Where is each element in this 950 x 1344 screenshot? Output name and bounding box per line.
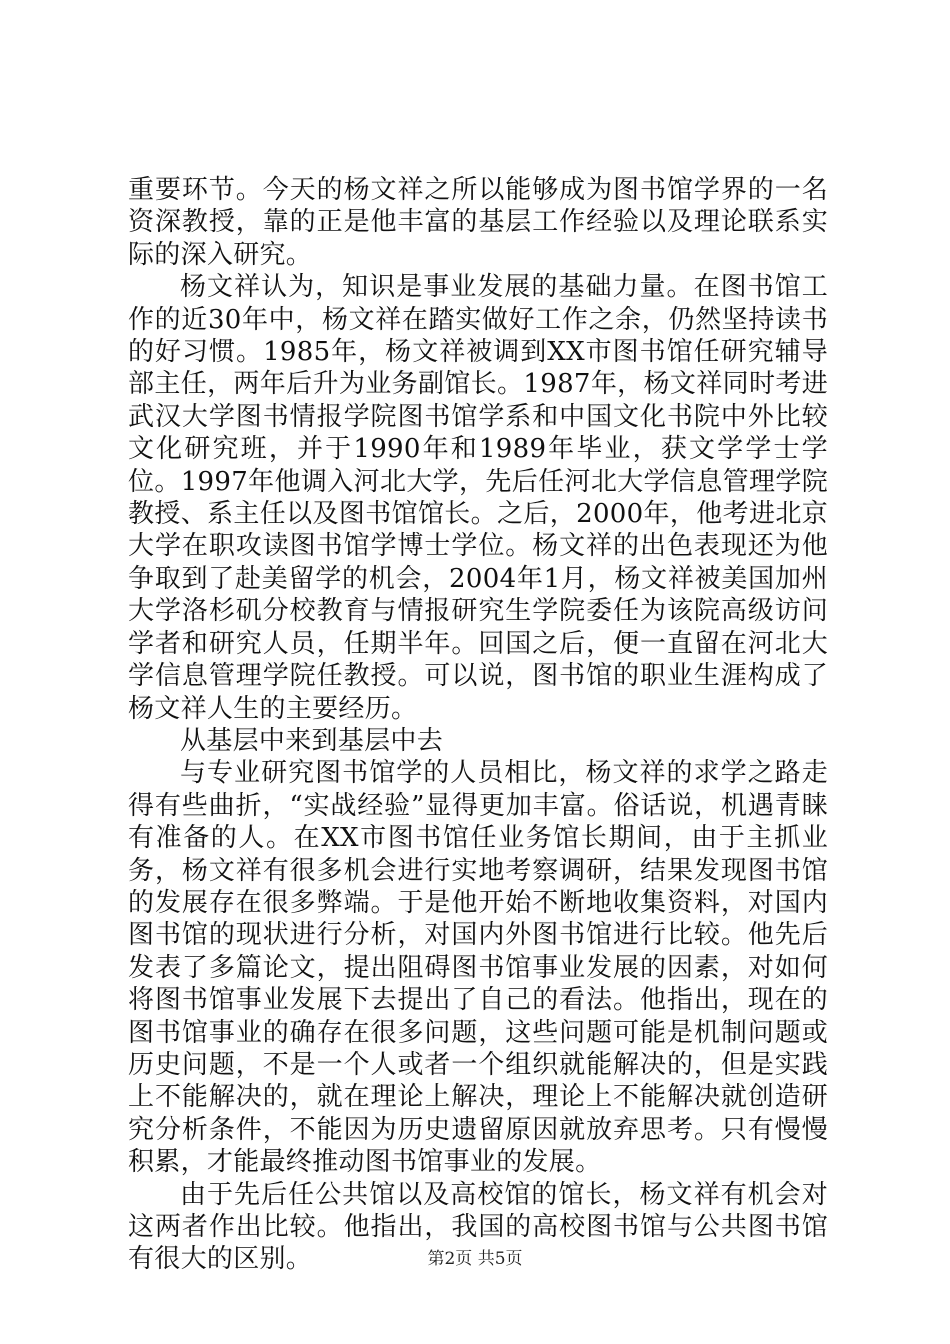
document-body <box>128 174 828 1276</box>
paragraph-practice: 与专业研究图书馆学的人员相比，杨文祥的求学之路走得有些曲折，“实战经验”显得更加丰富。俗话说，机遇青睐有准备的人。在XX市图书馆任业务馆长期间，由于主抓业务，杨文祥有很多机会进行实地考察调研，结果发现图书馆的发展存在很多弊端。于是他开始不断地收集资料，对国内图书馆的现状进行分析，对国内外图书馆进行比较。他先后发表了多篇论文，提出阻碍图书馆事业发展的因素，对如何将图书馆事业发展下去提出了自己的看法。他指出，现在的图书馆事业的确存在很多问题，这些问题可能是机制问题或历史问题，不是一个人或者一个组织就能解决的，但是实践上不能解决的，就在理论上解决，理论上不能解决就创造研究分析条件，不能因为历史遗留原因就放弃思考。只有慢慢积累，才能最终推动图书馆事业的发展。 <box>128 758 828 1178</box>
paragraph-comparison: 由于先后任公共馆以及高校馆的馆长，杨文祥有机会对这两者作出比较。他指出，我国的高校图书馆与公共图书馆有很大的区别。 <box>128 1179 828 1275</box>
section-heading: 从基层中来到基层中去 <box>180 725 444 756</box>
page-number-footer: 第2页 共5页 <box>427 1249 523 1269</box>
paragraph-continued: 重要环节。今天的杨文祥之所以能够成为图书馆学界的一名资深教授，靠的正是他丰富的基层工作经验以及理论联系实际的深入研究。 <box>128 175 828 270</box>
paragraph-career: 杨文祥认为，知识是事业发展的基础力量。在图书馆工作的近30年中，杨文祥在踏实做好工作之余，仍然坚持读书的好习惯。1985年，杨文祥被调到XX市图书馆任研究辅导部主任，两年后升为业务副馆长。1987年，杨文祥同时考进武汉大学图书情报学院图书馆学系和中国文化书院中外比较文化研究班，并于1990年和1989年毕业，获文学学士学位。1997年他调入河北大学，先后任河北大学信息管理学院教授、系主任以及图书馆馆长。之后，2000年，他考进北京大学在职攻读图书馆学博士学位。杨文祥的出色表现还为他争取到了赴美留学的机会，2004年1月，杨文祥被美国加州大学洛杉矶分校教育与情报研究生学院委任为该院高级访问学者和研究人员，任期半年。回国之后，便一直留在河北大学信息管理学院任教授。可以说，图书馆的职业生涯构成了杨文祥人生的主要经历。 <box>128 272 828 724</box>
